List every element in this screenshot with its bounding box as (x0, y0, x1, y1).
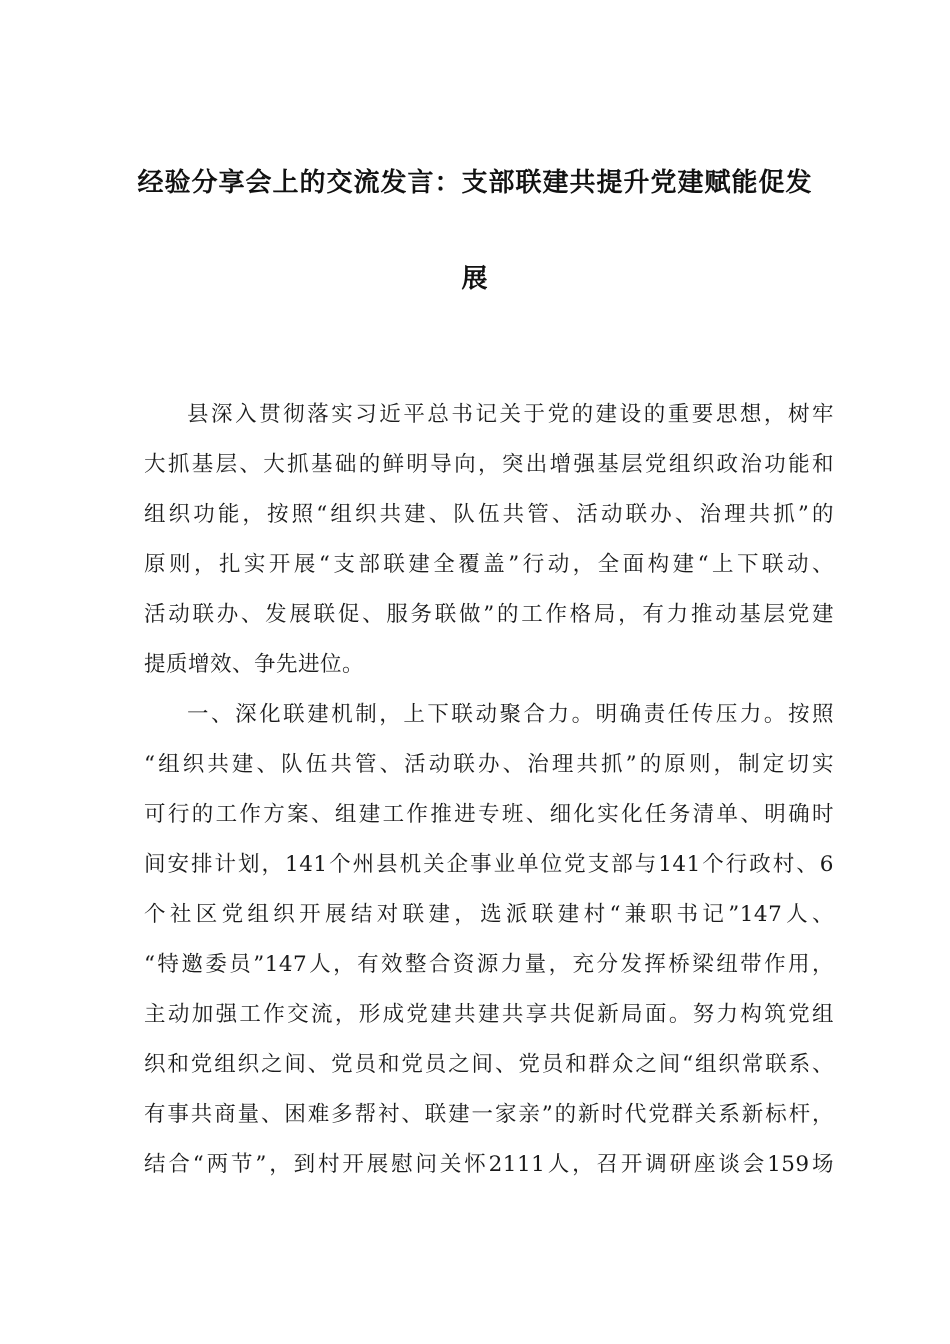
paragraph-section-one (144, 690, 834, 1190)
text-line: 有事共商量、困难多帮衬、联建一家亲”的新时代党群关系新标杆， (144, 1102, 834, 1127)
text-line: 原则，扎实开展“支部联建全覆盖”行动，全面构建“上下联动、 (144, 552, 834, 577)
document-title-line-1: 经验分享会上的交流发言：支部联建共提升党建赋能促发 (137, 168, 813, 198)
text-line: 提质增效、争先进位。 (144, 652, 365, 677)
text-line: 一、深化联建机制，上下联动聚合力。明确责任传压力。按照 (187, 702, 834, 727)
text-line: 织和党组织之间、党员和党员之间、党员和群众之间“组织常联系、 (144, 1052, 834, 1077)
text-line: 可行的工作方案、组建工作推进专班、细化实化任务清单、明确时 (144, 802, 834, 827)
text-line: 县深入贯彻落实习近平总书记关于党的建设的重要思想，树牢 (187, 402, 834, 427)
text-line: “特邀委员”147人，有效整合资源力量，充分发挥桥梁纽带作用， (144, 952, 834, 977)
text-line: 主动加强工作交流，形成党建共建共享共促新局面。努力构筑党组 (144, 1002, 834, 1027)
text-line: 活动联办、发展联促、服务联做”的工作格局，有力推动基层党建 (144, 602, 834, 627)
text-line: 组织功能，按照“组织共建、队伍共管、活动联办、治理共抓”的 (144, 502, 834, 527)
text-line: 间安排计划，141个州县机关企事业单位党支部与141个行政村、6 (144, 852, 834, 877)
text-line: “组织共建、队伍共管、活动联办、治理共抓”的原则，制定切实 (144, 752, 834, 777)
text-line: 大抓基层、大抓基础的鲜明导向，突出增强基层党组织政治功能和 (144, 452, 834, 477)
paragraph-intro (144, 390, 834, 690)
text-line: 个社区党组织开展结对联建，选派联建村“兼职书记”147人、 (144, 902, 834, 927)
text-line: 结合“两节”，到村开展慰问关怀2111人，召开调研座谈会159场 (144, 1152, 834, 1177)
document-title-line-2: 展 (461, 264, 489, 294)
